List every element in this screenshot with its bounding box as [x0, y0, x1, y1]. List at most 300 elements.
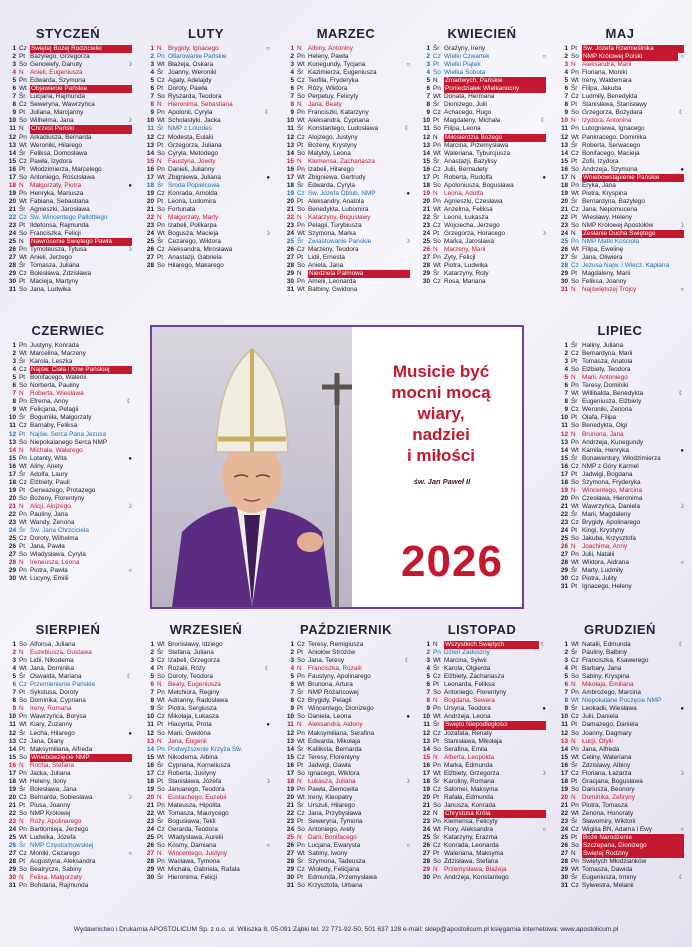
day-number: 8 — [150, 697, 154, 705]
moon-phase-icon: ● — [128, 730, 132, 737]
weekday: So — [433, 801, 441, 809]
day-number: 18 — [146, 181, 154, 189]
day-number: 7 — [12, 93, 16, 101]
weekday: So — [571, 278, 579, 286]
weekday: Pt — [571, 157, 578, 165]
day-number: 28 — [286, 262, 294, 270]
weekday: N — [19, 818, 24, 826]
weekday: So — [157, 842, 165, 850]
weekday: Wt — [157, 173, 165, 181]
name-days: Marka, Edmunda — [444, 761, 493, 769]
moon-phase-icon: ○ — [266, 46, 270, 52]
name-days: Lidii, Nikodema — [30, 657, 74, 665]
weekday: So — [571, 422, 579, 430]
day-row — [556, 166, 684, 174]
day-row — [418, 697, 546, 705]
day-number: 3 — [426, 61, 430, 69]
weekday: Pt — [19, 222, 26, 230]
name-days: Agnieszki, Czesława — [444, 197, 503, 205]
name-days: Rafała, Edmunda — [444, 793, 494, 801]
day-number: 19 — [8, 189, 16, 197]
day-row — [556, 101, 684, 109]
name-days: NMP z Góry Karmel — [582, 462, 639, 470]
name-days: Aleksandra, Aldony — [308, 721, 363, 729]
day-row — [4, 174, 132, 182]
name-days: Zwiastowanie Pańskie — [308, 238, 372, 246]
day-row — [4, 754, 132, 762]
day-list — [418, 641, 546, 882]
day-row — [4, 190, 132, 198]
weekday: Pn — [571, 801, 579, 809]
day-row — [418, 665, 546, 673]
weekday: Śr — [571, 874, 578, 882]
weekday: Cz — [433, 729, 441, 737]
name-days: Edmunda, Przemysława — [308, 874, 377, 882]
day-number: 25 — [146, 238, 154, 246]
day-number: 24 — [146, 230, 154, 238]
day-row — [4, 794, 132, 802]
day-number: 22 — [286, 809, 294, 817]
day-row — [556, 198, 684, 206]
name-days: NMP z Lourdes — [168, 125, 212, 133]
day-number: 23 — [286, 222, 294, 230]
day-number: 7 — [564, 390, 568, 398]
weekday: So — [297, 713, 305, 721]
weekday: N — [157, 681, 162, 689]
day-row — [418, 198, 546, 206]
day-row — [556, 254, 684, 262]
day-number: 2 — [150, 53, 154, 61]
day-number: 11 — [561, 125, 568, 133]
day-row — [556, 134, 684, 142]
day-row — [556, 471, 684, 479]
name-days: Św. Wincentego Pallottiego — [30, 213, 108, 221]
month-july — [556, 323, 684, 591]
name-days: Eugeniusza, Irminy — [582, 874, 637, 882]
weekday: So — [157, 93, 165, 101]
day-number: 8 — [12, 101, 16, 109]
name-days: Świętych Młodzianków — [582, 858, 647, 866]
day-row — [282, 101, 410, 109]
day-number: 23 — [422, 818, 430, 826]
weekday: So — [157, 205, 165, 213]
name-days: Joanny, Dagmary — [582, 729, 632, 737]
weekday: Cz — [19, 793, 27, 801]
name-days: Mikołaja, Łukasza — [168, 713, 219, 721]
weekday: Cz — [157, 189, 165, 197]
name-days: Jadwigi, Gawła — [308, 761, 351, 769]
name-days: Boże Narodzenie — [582, 834, 684, 842]
name-days: Wigilia BN, Adama i Ewy — [582, 826, 652, 834]
day-number: 19 — [560, 486, 568, 494]
name-days: Amelii, Leonarda — [308, 278, 356, 286]
day-number: 26 — [146, 246, 154, 254]
moon-phase-icon: ○ — [128, 568, 132, 575]
weekday: N — [297, 721, 302, 729]
name-days: Kalliksta, Bernarda — [308, 745, 362, 753]
name-days: Mateusza, Hipolita — [168, 801, 221, 809]
day-number: 25 — [286, 238, 294, 246]
day-row — [556, 842, 684, 850]
day-number: 2 — [564, 53, 568, 61]
weekday: So — [19, 551, 27, 559]
weekday: Śr — [19, 785, 26, 793]
day-number: 16 — [560, 165, 568, 173]
name-days: Karola, Olgierda — [444, 665, 491, 673]
weekday: Wt — [571, 189, 579, 197]
weekday: N — [571, 173, 576, 181]
month-title: GRUDZIEŃ — [584, 622, 656, 637]
name-days: Anastazji, Bazylisy — [444, 157, 497, 165]
day-number: 9 — [150, 109, 154, 117]
weekday: Cz — [433, 109, 441, 117]
weekday: Pn — [19, 342, 27, 349]
day-number: 11 — [147, 125, 154, 133]
name-days: Jana, Beaty — [308, 101, 342, 109]
weekday: So — [571, 535, 579, 543]
name-days: Lucjana, Rajmunda — [30, 93, 86, 101]
day-number: 27 — [286, 850, 294, 858]
weekday: Cz — [19, 737, 27, 745]
name-days: Grażyny, Ireny — [444, 45, 486, 52]
moon-phase-icon: ● — [266, 174, 270, 181]
day-row — [4, 802, 132, 810]
weekday: Pt — [19, 53, 26, 61]
month-january — [4, 26, 132, 294]
day-number: 10 — [560, 414, 568, 422]
name-days: Stanisława, Mikołaja — [444, 737, 502, 745]
name-days: Dariusza, Beonory — [582, 785, 635, 793]
day-row — [282, 53, 410, 61]
name-days: Jana, Dominika — [30, 665, 75, 673]
weekday: So — [19, 173, 27, 181]
day-row — [142, 222, 270, 230]
moon-phase-icon: ☽ — [126, 118, 132, 125]
name-days: Klary, Zuzanny — [30, 721, 73, 729]
weekday: So — [571, 729, 579, 737]
day-number: 13 — [560, 737, 568, 745]
day-number: 19 — [286, 189, 294, 197]
day-row — [418, 786, 546, 794]
name-days: Grzegorza, Horacego — [444, 230, 506, 238]
name-days: Piotra, Tomasza — [582, 801, 628, 809]
name-days: Wiktora, Aidrana — [582, 559, 629, 567]
weekday: So — [157, 785, 165, 793]
weekday: Wt — [19, 350, 27, 358]
name-days: Franciszka, Felicji — [30, 230, 81, 238]
name-days: Melchiora, Reginy — [168, 689, 220, 697]
weekday: Cz — [157, 133, 165, 141]
name-days: Roberta, Justyny — [168, 769, 216, 777]
day-row — [282, 61, 410, 69]
day-number: 30 — [560, 575, 568, 583]
weekday: Wt — [19, 575, 27, 583]
weekday: Śr — [157, 874, 164, 882]
day-number: 20 — [422, 197, 430, 205]
day-row — [4, 834, 132, 842]
day-number: 8 — [426, 101, 430, 109]
day-row — [418, 134, 546, 142]
weekday: Śr — [157, 649, 164, 657]
day-number: 11 — [9, 125, 16, 133]
name-days: Elżbiety, Grzegorza — [444, 769, 500, 777]
day-row — [4, 431, 132, 439]
day-number: 24 — [422, 230, 430, 238]
weekday: So — [571, 222, 579, 230]
weekday: So — [433, 181, 441, 189]
weekday: Cz — [571, 575, 579, 583]
day-number: 15 — [146, 157, 154, 165]
weekday: Wt — [571, 559, 579, 567]
day-number: 1 — [290, 45, 294, 52]
name-days: Wincentego, Marcina — [582, 486, 643, 494]
day-row — [282, 874, 410, 882]
name-days: Elżbiety, Teodora — [582, 366, 631, 374]
day-number: 13 — [560, 141, 568, 149]
weekday: Wt — [571, 809, 579, 817]
weekday: Pt — [19, 486, 26, 494]
name-days: Aleksandry, Anatola — [308, 197, 365, 205]
weekday: Wt — [19, 254, 27, 262]
weekday: N — [157, 850, 162, 858]
day-number: 1 — [150, 641, 154, 648]
moon-phase-icon: ☾ — [404, 126, 410, 133]
name-days: Anastazji, Gabriela — [168, 254, 222, 262]
name-days: Grzegorza, Bożydara — [582, 109, 643, 117]
name-days: Lucyny, Emilii — [30, 575, 69, 583]
day-number: 22 — [8, 809, 16, 817]
day-row — [282, 697, 410, 705]
day-row — [4, 527, 132, 535]
weekday: Cz — [19, 101, 27, 109]
day-number: 8 — [564, 101, 568, 109]
weekday: N — [571, 61, 576, 69]
weekday: Śr — [433, 721, 440, 729]
weekday: Pt — [19, 109, 26, 117]
day-row — [556, 794, 684, 802]
day-list — [4, 641, 132, 890]
day-row — [282, 45, 410, 53]
weekday: Pn — [571, 382, 579, 390]
day-row — [4, 487, 132, 495]
weekday: Cz — [19, 478, 27, 486]
name-days: Bonifacego, Macieja — [582, 149, 640, 157]
name-days: Sykstusa, Doroty — [30, 689, 79, 697]
name-days: Bartłomieja, Jerzego — [30, 826, 89, 834]
name-days: Andrzeja, Szymona — [582, 165, 638, 173]
day-number: 11 — [423, 721, 430, 729]
weekday: Cz — [19, 850, 27, 858]
moon-phase-icon: ☾ — [126, 674, 132, 681]
day-number: 26 — [8, 246, 16, 254]
day-row — [142, 705, 270, 713]
weekday: So — [19, 494, 27, 502]
day-number: 28 — [422, 858, 430, 866]
day-number: 22 — [146, 809, 154, 817]
name-days: Ursyna, Teodora — [444, 705, 491, 713]
day-number: 17 — [286, 173, 294, 181]
name-days: Przemysława, Błażeja — [444, 866, 507, 874]
day-number: 10 — [422, 713, 430, 721]
day-row — [418, 858, 546, 866]
weekday: Śr — [433, 270, 440, 278]
day-number: 3 — [290, 657, 294, 665]
weekday: Pn — [19, 454, 27, 462]
day-number: 9 — [426, 109, 430, 117]
name-days: Aleksandra, Mirosława — [168, 246, 233, 254]
name-days: Róży, Wiktora — [308, 85, 348, 93]
day-number: 3 — [150, 657, 154, 665]
weekday: Wt — [157, 697, 165, 705]
moon-phase-icon: ☽ — [678, 770, 684, 777]
weekday: N — [19, 390, 24, 398]
day-row — [418, 842, 546, 850]
weekday: Wt — [433, 262, 441, 270]
name-days: Marcina, Przemysława — [444, 141, 509, 149]
name-days: Alicji, Alojzego — [30, 502, 71, 510]
day-row — [4, 398, 132, 406]
day-row — [142, 158, 270, 166]
day-number: 5 — [150, 673, 154, 681]
weekday: Pt — [433, 850, 440, 858]
day-row — [4, 826, 132, 834]
day-number: 29 — [146, 866, 154, 874]
day-row — [418, 150, 546, 158]
moon-phase-icon: ☾ — [264, 666, 270, 673]
weekday: So — [157, 673, 165, 681]
weekday: Cz — [19, 422, 27, 430]
weekday: N — [157, 793, 162, 801]
day-number: 2 — [564, 350, 568, 358]
weekday: So — [157, 149, 165, 157]
day-number: 25 — [560, 238, 568, 246]
name-days: Jana, Alfreda — [582, 745, 620, 753]
day-number: 1 — [12, 641, 16, 648]
name-days: Ignacego, Wiktora — [308, 769, 360, 777]
day-number: 4 — [150, 665, 154, 673]
weekday: Wt — [19, 777, 27, 785]
day-number: 17 — [8, 173, 16, 181]
name-days: Cyryla, Metodego — [168, 149, 219, 157]
name-days: Gerwazego, Protazego — [30, 486, 96, 494]
day-number: 24 — [8, 826, 16, 834]
day-row — [556, 150, 684, 158]
day-row — [556, 778, 684, 786]
weekday: N — [433, 246, 438, 254]
weekday: Wt — [297, 117, 305, 125]
name-days: Sabiny, Iwony — [308, 850, 348, 858]
day-row — [142, 69, 270, 77]
day-row — [556, 262, 684, 270]
day-number: 11 — [9, 422, 16, 430]
day-number: 1 — [426, 45, 430, 52]
weekday: Pn — [157, 801, 165, 809]
day-row — [282, 842, 410, 850]
name-days: Doroty, Wilhelma — [30, 535, 79, 543]
day-number: 26 — [286, 246, 294, 254]
day-row — [142, 101, 270, 109]
weekday: Śr — [297, 125, 304, 133]
day-number: 28 — [286, 858, 294, 866]
name-days: Bolesława, Jana — [30, 785, 77, 793]
weekday: N — [157, 101, 162, 109]
name-days: Marcelina, Marzeny — [30, 350, 86, 358]
day-number: 16 — [560, 761, 568, 769]
weekday: N — [433, 753, 438, 761]
weekday: Śr — [571, 141, 578, 149]
day-row — [556, 730, 684, 738]
day-number: 3 — [564, 358, 568, 366]
day-row — [556, 206, 684, 214]
day-row — [556, 810, 684, 818]
weekday: Śr — [19, 842, 26, 850]
day-row — [282, 866, 410, 874]
day-number: 10 — [146, 117, 154, 125]
weekday: So — [19, 753, 27, 761]
weekday: Śr — [19, 358, 26, 366]
weekday: Pt — [571, 270, 578, 278]
day-number: 6 — [426, 681, 430, 689]
day-number: 23 — [560, 519, 568, 527]
moon-phase-icon: ● — [680, 447, 684, 454]
name-days: Środa Popielcowa — [168, 181, 220, 189]
weekday: N — [297, 45, 302, 52]
day-number: 4 — [12, 665, 16, 673]
weekday: N — [297, 157, 302, 165]
name-days: Poniedziałek Wielkanocny — [444, 85, 546, 93]
weekday: Wt — [19, 197, 27, 205]
month-title: MARZEC — [316, 26, 376, 41]
day-row — [282, 278, 410, 286]
day-number: 26 — [8, 543, 16, 551]
day-row — [142, 174, 270, 182]
day-number: 14 — [560, 149, 568, 157]
weekday: Pn — [157, 165, 165, 173]
weekday: Pt — [297, 254, 304, 262]
name-days: Agaty, Adelajdy — [168, 77, 212, 85]
day-number: 6 — [150, 681, 154, 689]
day-row — [142, 689, 270, 697]
weekday: N — [571, 117, 576, 125]
weekday: Śr — [297, 745, 304, 753]
day-number: 13 — [146, 141, 154, 149]
moon-phase-icon: ☽ — [126, 62, 132, 69]
day-number: 24 — [560, 826, 568, 834]
day-number: 13 — [560, 438, 568, 446]
weekday: So — [571, 673, 579, 681]
day-row — [4, 738, 132, 746]
weekday: Śr — [571, 454, 578, 462]
day-row — [4, 721, 132, 729]
name-days: Wniebowzięcie NMP — [30, 754, 132, 762]
day-row — [142, 826, 270, 834]
day-row — [142, 254, 270, 262]
day-row — [4, 53, 132, 61]
day-row — [142, 77, 270, 85]
day-number: 22 — [560, 510, 568, 518]
day-number: 3 — [564, 657, 568, 665]
day-number: 29 — [560, 866, 568, 874]
name-days: Ludmiły, Benedykta — [582, 93, 638, 101]
day-number: 11 — [147, 721, 154, 729]
weekday: So — [19, 230, 27, 238]
weekday: Pn — [571, 125, 579, 133]
day-number: 5 — [426, 77, 430, 85]
day-row — [556, 495, 684, 503]
day-row — [556, 519, 684, 527]
name-days: Anieli, Eugeniusza — [30, 69, 83, 77]
name-days: Seweryna, Wawrzyńca — [30, 101, 95, 109]
